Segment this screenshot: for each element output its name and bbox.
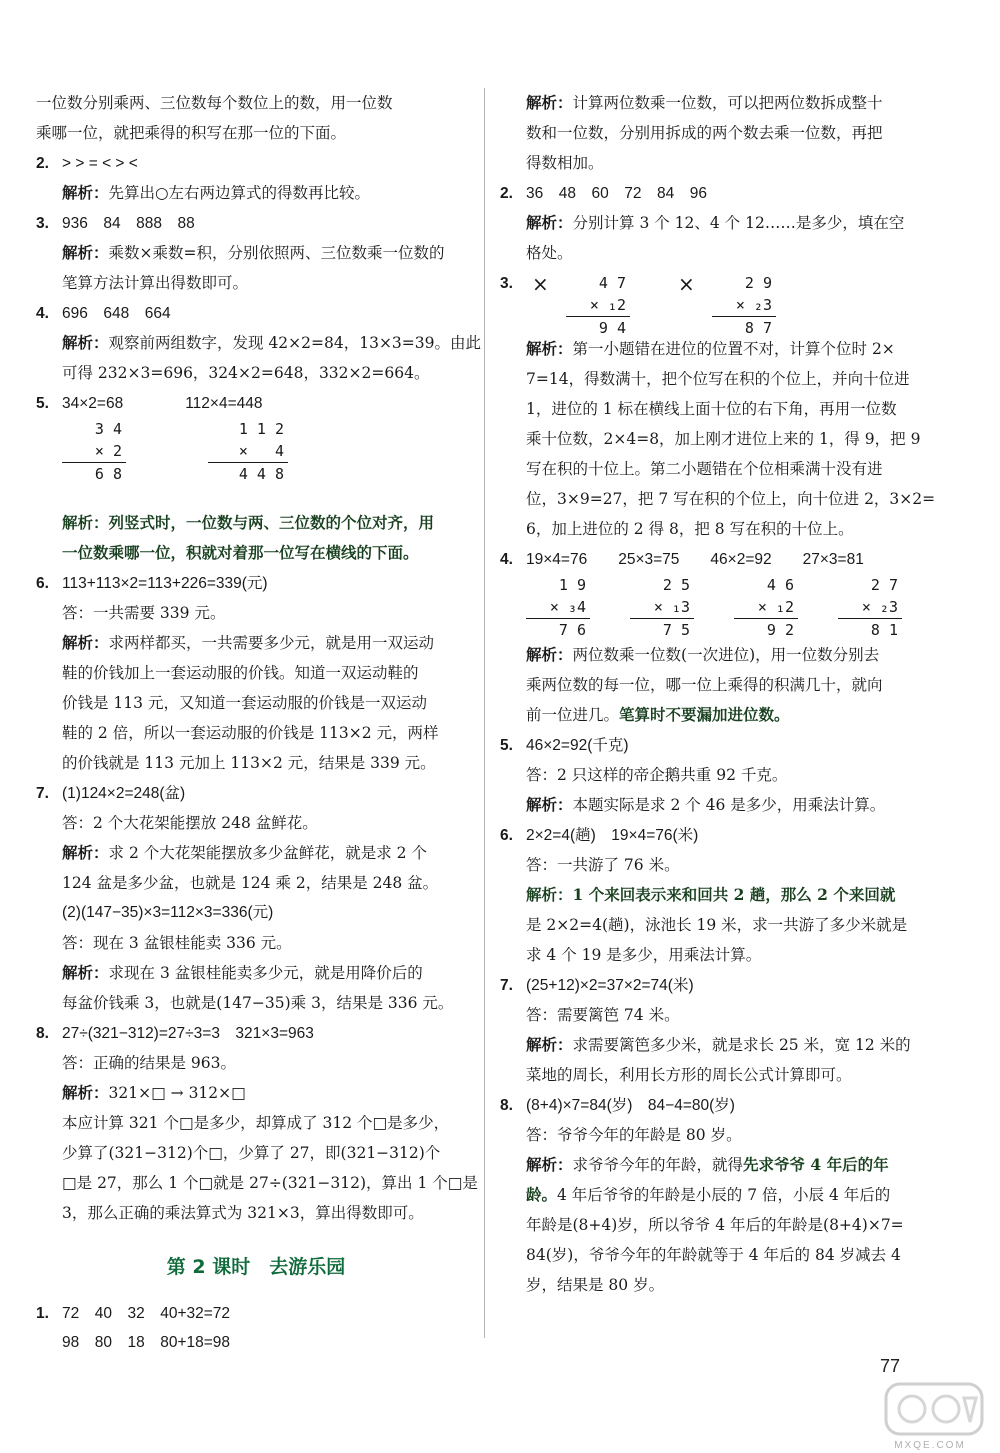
r-q3-explanation: 位，3×9=27，把 7 写在积的个位上，向十位进 2，3×2=: [526, 490, 936, 508]
r-q8-explanation: 84(岁)，爷爷今年的年龄就等于 4 年后的 84 岁减去 4: [526, 1246, 901, 1264]
r-q6-explanation: 解析：1 个来回表示来和回共 2 趟，那么 2 个来回就: [526, 885, 896, 904]
q7-explanation: 解析：求现在 3 盆银桂能卖多少元，就是用降价后的: [62, 963, 423, 982]
r-q8-reply: 答：爷爷今年的年龄是 80 岁。: [526, 1126, 742, 1144]
q5-vertical-calcs: [62, 418, 476, 508]
q6-answer: 6. 113+113×2=113+226=339(元): [36, 575, 268, 592]
column-divider: [484, 88, 485, 1338]
vertical-calc: 3 4 × 2 6 8: [62, 418, 126, 485]
r-q3-number: 3.: [500, 275, 513, 292]
r-q4-explanation: 解析：两位数乘一位数(一次进位)，用一位数分别去: [526, 645, 880, 664]
q8-explanation: 3，那么正确的乘法算式为 321×3，算出得数即可。: [62, 1204, 424, 1222]
vertical-calc: 2 5 × ₁3 7 5: [630, 574, 694, 641]
r-q8-explanation: 龄。4 年后爷爷的年龄是小辰的 7 倍，小辰 4 年后的: [526, 1185, 891, 1204]
r-q7-reply: 答：需要篱笆 74 米。: [526, 1006, 680, 1024]
intro-explanation: 数和一位数，分别用拆成的两个数去乘一位数，再把: [526, 124, 883, 142]
q6-reply: 答：一共需要 339 元。: [62, 604, 226, 622]
r-q5-explanation: 解析：本题实际是求 2 个 46 是多少，用乘法计算。: [526, 795, 886, 814]
wrong-mark-icon: ×: [532, 272, 549, 296]
q7-explanation: 124 盆是多少盆，也就是 124 乘 2，结果是 248 盆。: [62, 874, 439, 892]
r-q4-vertical-calcs: [526, 574, 945, 640]
q6-explanation: 鞋的价钱加上一套运动服的价钱。知道一双运动鞋的: [62, 664, 419, 682]
vertical-calc: 4 6 × ₁2 9 2: [734, 574, 798, 641]
vertical-calc: × 2 9 × ₂3 8 7: [712, 272, 776, 339]
r-q8-explanation: 岁，结果是 80 岁。: [526, 1276, 665, 1294]
q4-answer: 4. 696 648 664: [36, 305, 171, 322]
q5-explanation: 一位数乘哪一位，积就对着那一位写在横线的下面。: [62, 543, 419, 562]
right-column: [500, 88, 945, 1300]
r-q3-explanation: 乘十位数，2×4=8，加上刚才进位上来的 1，得 9，把 9: [526, 430, 921, 448]
q7-answer-part2: (2)(147−35)×3=112×3=336(元): [62, 904, 274, 921]
q6-explanation: 鞋的 2 倍，所以一套运动服的价钱是 113×2 元，两样: [62, 724, 439, 742]
left-column: [36, 88, 482, 1358]
r-q2-answer: 2. 36 48 60 72 84 96: [500, 185, 707, 202]
q3-answer: 3. 936 84 888 88: [36, 215, 195, 232]
r-q4-explanation: 乘两位数的每一位，哪一位上乘得的积满几十，就向: [526, 676, 883, 694]
page-number: 77: [880, 1356, 901, 1376]
r-q3-vertical-calcs: [526, 268, 945, 337]
q3-explanation: 笔算方法计算出得数即可。: [62, 274, 249, 292]
intro-line: 乘哪一位，就把乘得的积写在那一位的下面。: [36, 124, 347, 142]
r-q3-explanation: 解析：第一小题错在进位的位置不对，计算个位时 2×: [526, 339, 895, 358]
r-q6-reply: 答：一共游了 76 米。: [526, 856, 680, 874]
intro-explanation: 解析：计算两位数乘一位数，可以把两位数拆成整十: [526, 93, 883, 112]
r-q3-explanation: 6，加上进位的 2 得 8，把 8 写在积的十位上。: [526, 520, 854, 538]
r-q8-explanation: 年龄是(8+4)岁，所以爷爷 4 年后的年龄是(8+4)×7=: [526, 1216, 904, 1234]
q5-answer: 5. 34×2=68 112×4=448: [36, 395, 263, 412]
q7-answer: 7. (1)124×2=248(盆): [36, 785, 186, 802]
r-q2-explanation: 解析：分别计算 3 个 12、4 个 12……是多少，填在空: [526, 213, 905, 232]
q2-answer: 2. > > = < > <: [36, 155, 138, 172]
r-q4-explanation: 前一位进几。笔算时不要漏加进位数。: [526, 705, 790, 724]
r-q5-answer: 5. 46×2=92(千克): [500, 737, 629, 754]
r-q8-answer: 8. (8+4)×7=84(岁) 84−4=80(岁): [500, 1097, 735, 1114]
q8-reply: 答：正确的结果是 963。: [62, 1054, 237, 1072]
vertical-calc: 1 1 2 × 4 4 4 8: [208, 418, 288, 485]
q7-reply: 答：2 个大花架能摆放 248 盆鲜花。: [62, 814, 318, 832]
watermark-text: MXQE.COM: [894, 1440, 966, 1451]
q4-explanation: 解析：观察前两组数字，发现 42×2=84，13×3=39。由此: [62, 333, 482, 352]
q8-explanation: 本应计算 321 个□是多少，却算成了 312 个□是多少，: [62, 1114, 450, 1132]
q7-explanation: 解析：求 2 个大花架能摆放多少盆鲜花，就是求 2 个: [62, 843, 427, 862]
q2-explanation: 解析：先算出○左右两边算式的得数再比较。: [62, 183, 371, 202]
r-q7-explanation: 菜地的周长，利用长方形的周长公式计算即可。: [526, 1066, 852, 1084]
q8-explanation: □是 27，那么 1 个□就是 27÷(321−312)，算出 1 个□是: [62, 1174, 478, 1192]
q5-explanation: 解析：列竖式时，一位数与两、三位数的个位对齐，用: [62, 513, 435, 532]
q7-reply: 答：现在 3 盆银桂能卖 336 元。: [62, 934, 292, 952]
r-q6-explanation: 求 4 个 19 是多少，用乘法计算。: [526, 946, 762, 964]
s1-answer: 98 80 18 80+18=98: [62, 1334, 231, 1351]
r-q5-reply: 答：2 只这样的帝企鹅共重 92 千克。: [526, 766, 788, 784]
q6-explanation: 价钱是 113 元，又知道一套运动服的价钱是一双运动: [62, 694, 427, 712]
vertical-calc: 1 9 × ₃4 7 6: [526, 574, 590, 641]
q6-explanation: 的价钱就是 113 元加上 113×2 元，结果是 339 元。: [62, 754, 436, 772]
r-q3-explanation: 7=14，得数满十，把个位写在积的个位上，并向十位进: [526, 370, 910, 388]
q8-answer: 8. 27÷(321−312)=27÷3=3 321×3=963: [36, 1025, 314, 1042]
r-q2-explanation: 格处。: [526, 244, 573, 262]
q8-explanation: 解析：321×□ → 312×□: [62, 1083, 246, 1102]
r-q3-explanation: 写在积的十位上。第二小题错在个位相乘满十没有进: [526, 460, 883, 478]
q3-explanation: 解析：乘数×乘数=积，分别依照两、三位数乘一位数的: [62, 243, 445, 262]
section-title: 第 2 课时 去游乐园: [166, 1256, 346, 1278]
r-q4-answer: 4. 19×4=76 25×3=75 46×2=92 27×3=81: [500, 551, 864, 568]
intro-line: 一位数分别乘两、三位数每个数位上的数，用一位数: [36, 94, 393, 112]
r-q6-answer: 6. 2×2=4(趟) 19×4=76(米): [500, 827, 699, 844]
r-q6-explanation: 是 2×2=4(趟)，泳池长 19 米，求一共游了多少米就是: [526, 916, 908, 934]
q8-explanation: 少算了(321−312)个□，少算了 27，即(321−312)个: [62, 1144, 441, 1162]
watermark-logo-icon: [884, 1378, 984, 1440]
vertical-calc: × 4 7 × ₁2 9 4: [566, 272, 630, 339]
q6-explanation: 解析：求两样都买，一共需要多少元，就是用一双运动: [62, 633, 435, 652]
s1-answer: 1. 72 40 32 40+32=72: [36, 1305, 231, 1322]
r-q3-explanation: 1，进位的 1 标在横线上面十位的右下角，再用一位数: [526, 400, 897, 418]
r-q7-explanation: 解析：求需要篱笆多少米，就是求长 25 米，宽 12 米的: [526, 1035, 911, 1054]
intro-explanation: 得数相加。: [526, 154, 604, 172]
q4-explanation: 可得 232×3=696，324×2=648，332×2=664。: [62, 364, 430, 382]
q7-explanation: 每盆价钱乘 3，也就是(147−35)乘 3，结果是 336 元。: [62, 994, 454, 1012]
r-q7-answer: 7. (25+12)×2=37×2=74(米): [500, 977, 694, 994]
r-q8-explanation: 解析：求爷爷今年的年龄，就得先求爷爷 4 年后的年: [526, 1155, 889, 1174]
wrong-mark-icon: ×: [678, 272, 695, 296]
vertical-calc: 2 7 × ₂3 8 1: [838, 574, 902, 641]
